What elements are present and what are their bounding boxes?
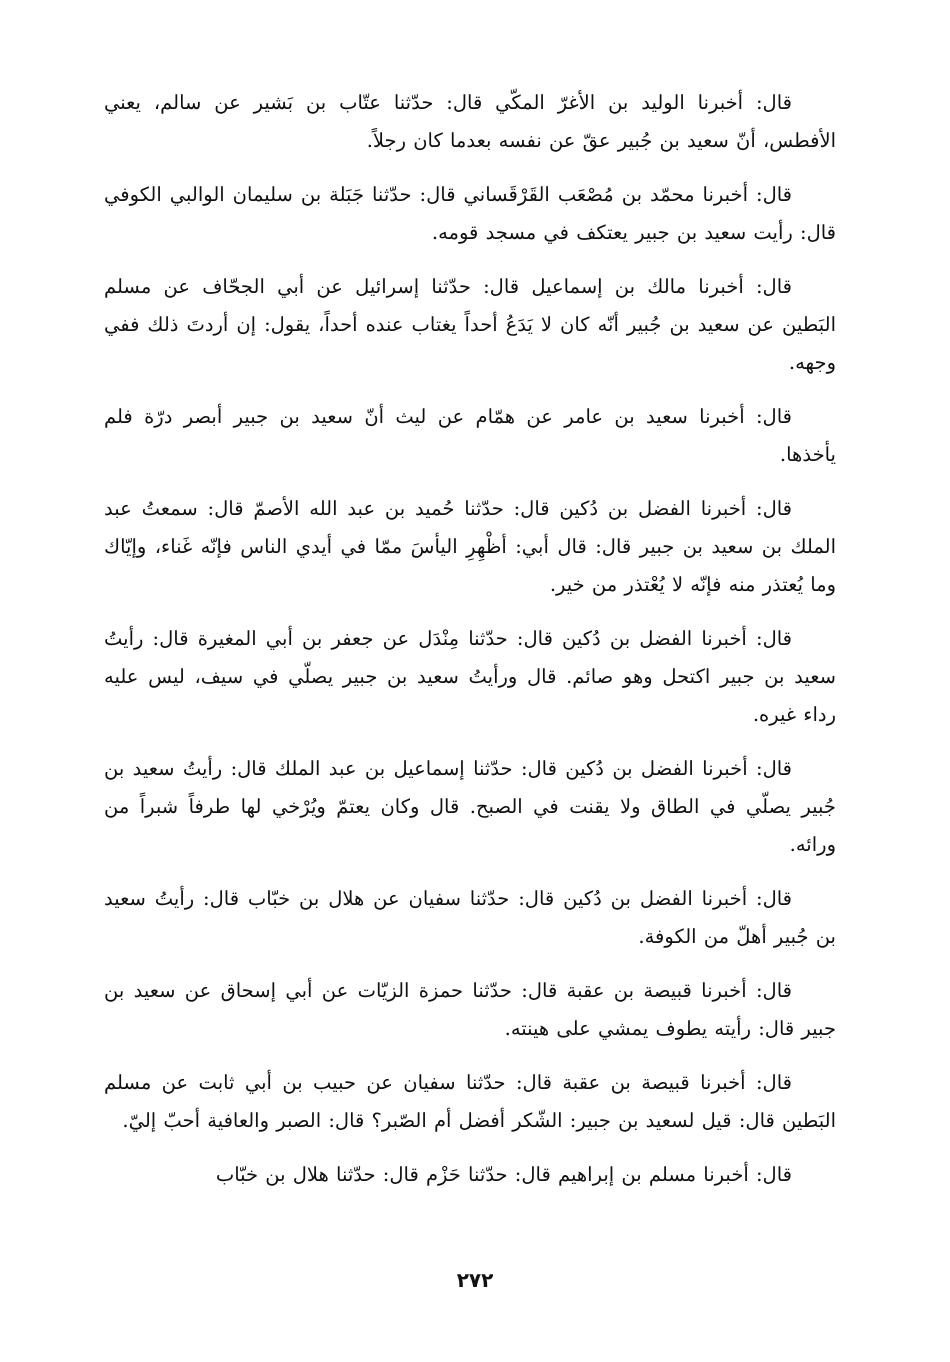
paragraph-9: قال: أخبرنا قبيصة بن عقبة قال: حدّثنا حمزة الزيّات عن أبي إسحاق عن سعيد بن جبير قال: رأيته يطوف يمشي على هينته.: [104, 979, 836, 1040]
document-page: [104, 84, 836, 1334]
paragraph-10: قال: أخبرنا قبيصة بن عقبة قال: حدّثنا سفيان عن حبيب بن أبي ثابت عن مسلم البَطين قال: قيل لسعيد بن جبير: الشّكر أفضل أم الصّبر؟ قال: الصبر والعافية أحبّ إليّ.: [104, 1071, 836, 1132]
paragraph-3: قال: أخبرنا مالك بن إسماعيل قال: حدّثنا إسرائيل عن أبي الجحّاف عن مسلم البَطين عن سعيد بن جُبير أنّه كان لا يَدَعُ أحداً يغتاب عنده أحداً، يقول: إن أردتَ ذلك ففي وجهه.: [104, 275, 836, 374]
paragraph-7: قال: أخبرنا الفضل بن دُكين قال: حدّثنا إسماعيل بن عبد الملك قال: رأيتُ سعيد بن جُبير يصلّي في الطاق ولا يقنت في الصبح. قال وكان يعتمّ ويُرْخي لها طرفاً شبراً من ورائه.: [104, 757, 836, 856]
paragraph-4: قال: أخبرنا سعيد بن عامر عن همّام عن ليث أنّ سعيد بن جبير أبصر درّة فلم يأخذها.: [104, 405, 836, 466]
paragraph-11: قال: أخبرنا مسلم بن إبراهيم قال: حدّثنا حَزْم قال: حدّثنا هلال بن خبّاب: [215, 1163, 792, 1186]
page-number: ٢٧٢: [456, 1268, 494, 1292]
paragraph-1: قال: أخبرنا الوليد بن الأغرّ المكّي قال: حدّثنا عتّاب بن بَشير عن سالم، يعني الأفطس، أنّ سعيد بن جُبير عقّ عن نفسه بعدما كان رجلاً.: [104, 91, 836, 152]
paragraph-6: قال: أخبرنا الفضل بن دُكين قال: حدّثنا مِنْدَل عن جعفر بن أبي المغيرة قال: رأيتُ سعيد بن جبير اكتحل وهو صائم. قال ورأيتُ سعيد بن جبير يصلّي في سيف، ليس عليه رداء غيره.: [104, 627, 836, 726]
paragraph-5: قال: أخبرنا الفضل بن دُكين قال: حدّثنا حُميد بن عبد الله الأصمّ قال: سمعتُ عبد الملك بن سعيد بن جبير قال: قال أبي: أظْهِرِ اليأسَ ممّا في أيدي الناس فإنّه غَناء، وإيّاك وما يُعتذر منه فإنّه لا يُعْتذر من خير.: [104, 497, 836, 596]
paragraph-2: قال: أخبرنا محمّد بن مُصْعَب القَرْقَساني قال: حدّثنا جَبَلة بن سليمان الوالبي الكوفي قال: رأيت سعيد بن جبير يعتكف في مسجد قومه.: [104, 183, 836, 244]
paragraph-8: قال: أخبرنا الفضل بن دُكين قال: حدّثنا سفيان عن هلال بن خبّاب قال: رأيتُ سعيد بن جُبير أهلّ من الكوفة.: [104, 887, 836, 948]
